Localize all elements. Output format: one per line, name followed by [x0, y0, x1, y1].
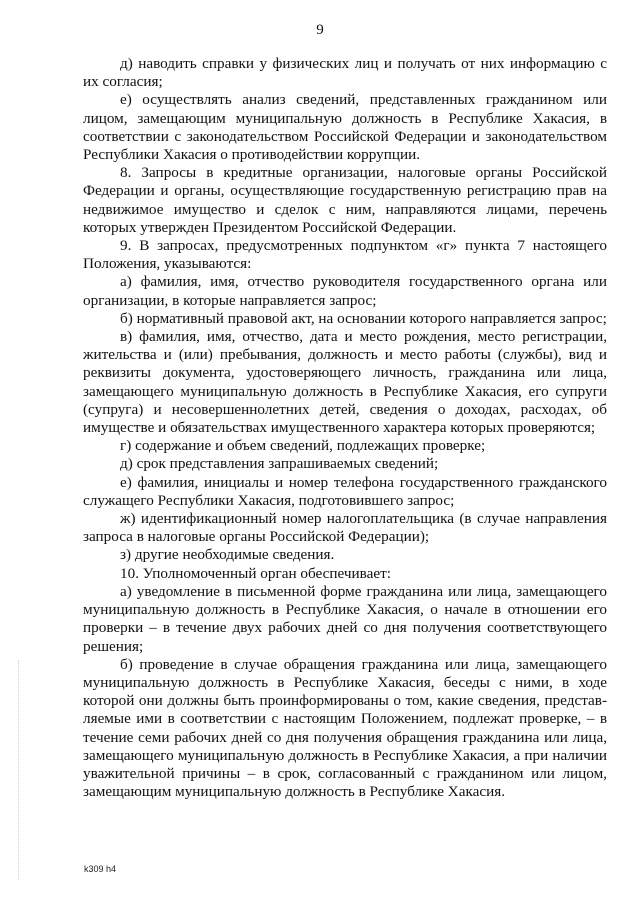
paragraph-clause-9-b: б) нормативный правовой акт, на основании которого направляется запрос; — [120, 309, 607, 327]
paragraph-clause-10: 10. Уполномоченный орган обеспечивает: — [120, 564, 391, 582]
footer-document-code: k309 h4 — [84, 864, 117, 874]
paragraph-clause-9-e: е) фамилия, инициалы и номер телефона государственного гражданского служащего Республики Хакасия, подготовившего запрос; — [83, 473, 607, 509]
paragraph-clause-9-d: д) срок представления запрашиваемых сведений; — [120, 455, 439, 473]
paragraph-clause-9-z: з) другие необходимые сведения. — [120, 546, 335, 564]
paragraph-clause-10-a: а) уведомление в письменной форме гражданина или лица, замещающего муниципальную должность в Республике Хакасия, о начале в отношении его проверки – в течение двух рабочих дней со дня получения соответствующего решения; — [83, 582, 607, 655]
paragraph-item-e-analysis: е) осуществлять анализ сведений, представленных гражданином или лицом, замещающим муниципальную должность в Республике Хакасия, в соответствии с законодательством Российской Федерации и законодательством Республики Хакасия о противодействии коррупции. — [83, 91, 607, 164]
paragraph-clause-9-zh: ж) идентификационный номер налогоплательщика (в случае направления запроса в налоговые органы Российской Федерации); — [83, 510, 607, 546]
page-number: 9 — [316, 22, 324, 38]
paragraph-clause-9-g: г) содержание и объем сведений, подлежащих проверке; — [120, 437, 486, 455]
paragraph-clause-9-v: в) фамилия, имя, отчество, дата и место рождения, место регистрации, жительства и (или) пребывания, должность и место работы (службы), вид и реквизиты документа, удостоверяющего личность, гражданина или лица, замещающего муниципальную должность в Республике Хакасия, его супруги (супруга) и несовершеннолетних детей, сведения о доходах, расходах, об имуществе и обязательствах имущественного характера которых проверяются; — [83, 328, 607, 437]
paragraph-clause-10-b: б) проведение в случае обращения гражданина или лица, замещающего муниципальную должность в Республике Хакасия, беседы с ними, в ходе которой они должны быть проинформированы о том, какие сведения, представляемые ими в соответствии с настоящим Положением, подлежат проверке, – в течение семи рабочих дней со дня получения обращения гражданина или лица, замещающего муниципальную должность в Республике Хакасия, а при наличии уважительной причины – в срок, согласованный с гражданином или лицом, замещающим муниципальную должность в Республике Хакасия. — [83, 655, 607, 801]
paragraph-item-d-inquiries: д) наводить справки у физических лиц и получать от них информацию с их согласия; — [83, 55, 607, 91]
paragraph-clause-9: 9. В запросах, предусмотренных подпунктом «г» пункта 7 настоящего Положения, указываются: — [83, 237, 607, 273]
scan-margin-artifact — [18, 660, 21, 880]
paragraph-clause-9-a: а) фамилия, имя, отчество руководителя государственного органа или организации, в которые направляется запрос; — [83, 273, 607, 309]
paragraph-clause-8: 8. Запросы в кредитные организации, налоговые органы Российской Федерации и органы, осуществляющие государственную регистрацию прав на недвижимое имущество и сделок с ним, направляются лицами, перечень которых утвержден Президентом Российской Федерации. — [83, 164, 607, 236]
document-body — [83, 55, 607, 801]
